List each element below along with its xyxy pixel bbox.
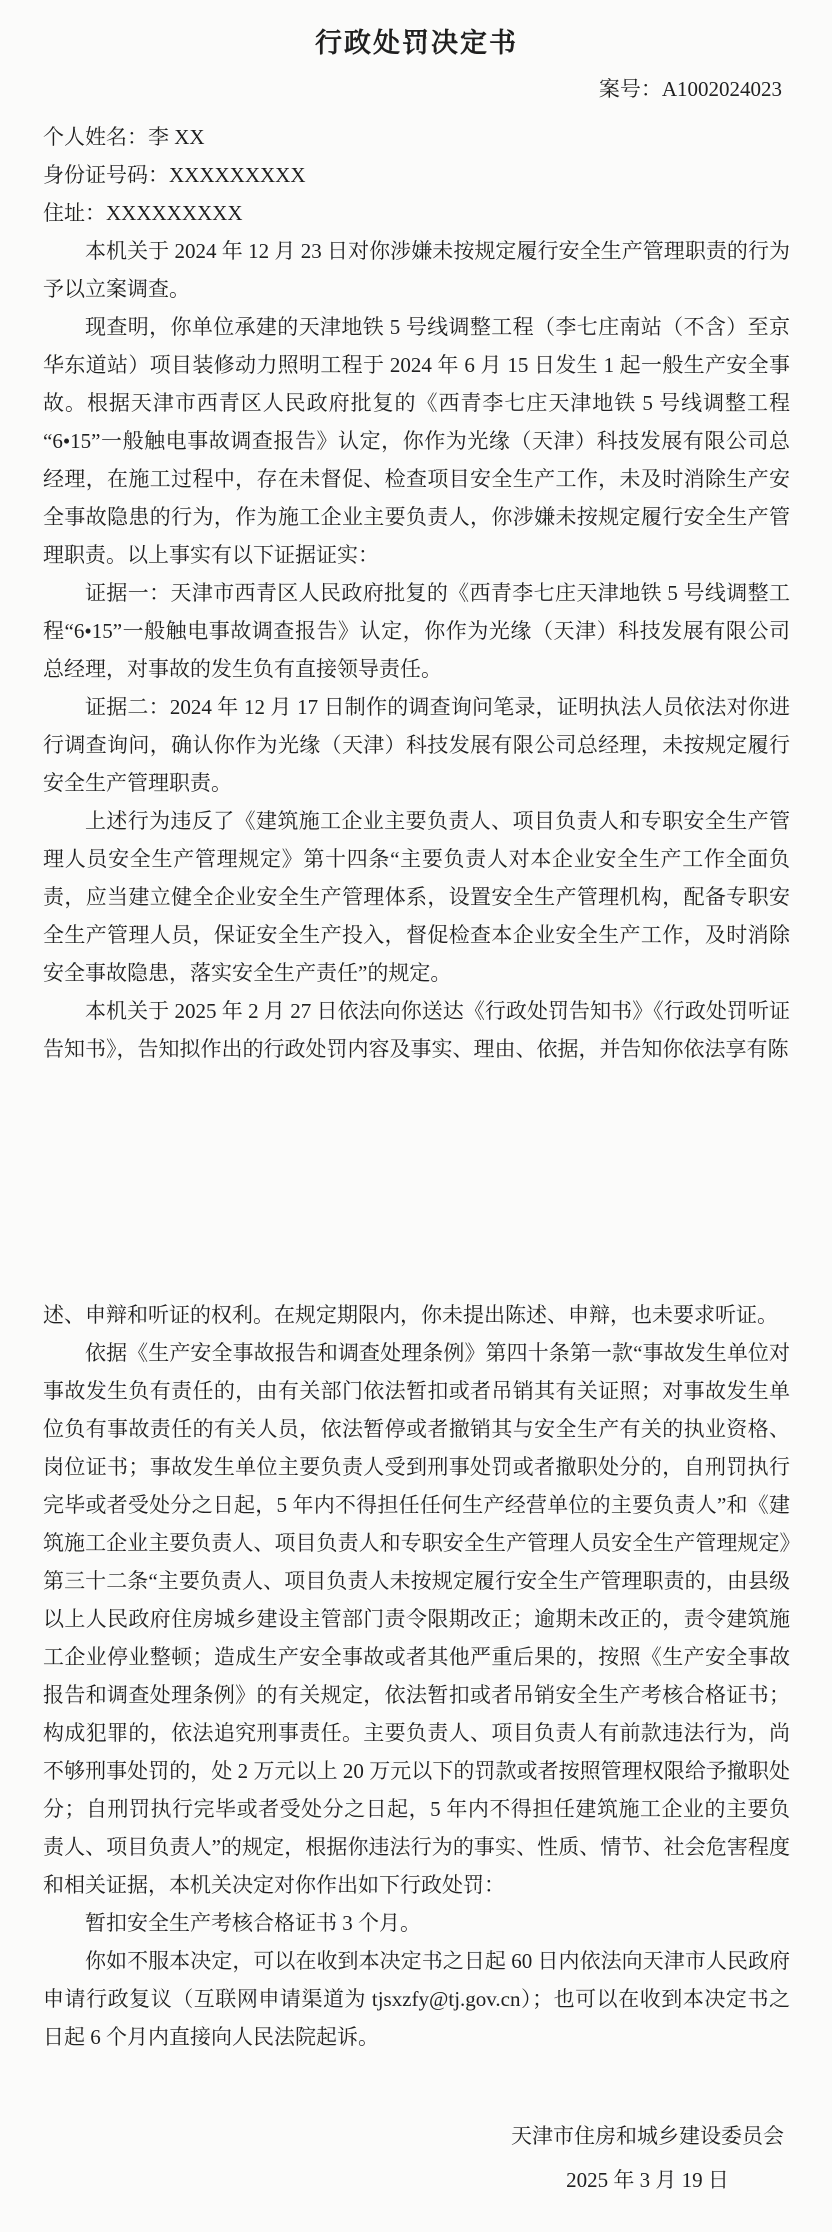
page-break-gap (43, 1068, 790, 1296)
id-number-field: 身份证号码：XXXXXXXXX (43, 163, 306, 187)
paragraph-legal-basis: 依据《生产安全事故报告和调查处理条例》第四十条第一款“事故发生单位对事故发生负有责任的，由有关部门依法暂扣或者吊销其有关证照；对事故发生单位负有事故责任的有关人员，依法暂停或者撤销其与安全生产有关的执业资格、岗位证书；事故发生单位主要负责人受到刑事处罚或者撤职处分的，自刑罚执行完毕或者受处分之日起，5 年内不得担任任何生产经营单位的主要负责人”和《建筑施工企业主要负责人、项目负责人和专职安全生产管理人员安全生产管理规定》第三十二条“主要负责人、项目负责人未按规定履行安全生产管理职责的，由县级以上人民政府住房城乡建设主管部门责令限期改正；逾期未改正的，责令建筑施工企业停业整顿；造成生产安全事故或者其他严重后果的，按照《生产安全事故报告和调查处理条例》的有关规定，依法暂扣或者吊销安全生产考核合格证书；构成犯罪的，依法追究刑事责任。主要负责人、项目负责人有前款违法行为，尚不够刑事处罚的，处 2 万元以上 20 万元以下的罚款或者按照管理权限给予撤职处分；自刑罚执行完毕或者受处分之日起，5 年内不得担任建筑施工企业的主要负责人、项目负责人”的规定，根据你违法行为的事实、性质、情节、社会危害程度和相关证据，本机关决定对你作出如下行政处罚： (43, 1341, 790, 1897)
page-title: 行政处罚决定书 (315, 28, 518, 58)
issue-date: 2025 年 3 月 19 日 (566, 2168, 729, 2192)
paragraph-penalty-decision: 暂扣安全生产考核合格证书 3 个月。 (85, 1911, 421, 1935)
person-name-field: 个人姓名：李 XX (43, 125, 205, 149)
signature-block (43, 2114, 790, 2202)
paragraph-appeal-rights: 你如不服本决定，可以在收到本决定书之日起 60 日内依法向天津市人民政府申请行政复议（互联网申请渠道为 tjsxzfy@tj.gov.cn）；也可以在收到本决定书之日起 6 个月内直接向人民法院起诉。 (43, 1949, 790, 2049)
paragraph-notification-part2: 述、申辩和听证的权利。在规定期限内，你未提出陈述、申辩，也未要求听证。 (43, 1303, 778, 1327)
paragraph-notification-part1: 本机关于 2025 年 2 月 27 日依法向你送达《行政处罚告知书》《行政处罚听证告知书》，告知拟作出的行政处罚内容及事实、理由、依据，并告知你依法享有陈 (43, 999, 790, 1061)
paragraph-evidence-1: 证据一：天津市西青区人民政府批复的《西青李七庄天津地铁 5 号线调整工程“6•15”一般触电事故调查报告》认定，你作为光缘（天津）科技发展有限公司总经理，对事故的发生负有直接领导责任。 (43, 581, 790, 681)
paragraph-violation: 上述行为违反了《建筑施工企业主要负责人、项目负责人和专职安全生产管理人员安全生产管理规定》第十四条“主要负责人对本企业安全生产工作全面负责，应当建立健全企业安全生产管理体系，设置安全生产管理机构，配备专职安全生产管理人员，保证安全生产投入，督促检查本企业安全生产工作，及时消除安全事故隐患，落实安全生产责任”的规定。 (43, 809, 790, 985)
address-field: 住址：XXXXXXXXX (43, 201, 243, 225)
paragraph-case-filing: 本机关于 2024 年 12 月 23 日对你涉嫌未按规定履行安全生产管理职责的行为予以立案调查。 (43, 239, 790, 301)
case-number: 案号：A1002024023 (598, 77, 782, 101)
paragraph-findings: 现查明，你单位承建的天津地铁 5 号线调整工程（李七庄南站（不含）至京华东道站）项目装修动力照明工程于 2024 年 6 月 15 日发生 1 起一般生产安全事故。根据天津市西青区人民政府批复的《西青李七庄天津地铁 5 号线调整工程“6•15”一般触电事故调查报告》认定，你作为光缘（天津）科技发展有限公司总经理，在施工过程中，存在未督促、检查项目安全生产工作，未及时消除生产安全事故隐患的行为，作为施工企业主要负责人，你涉嫌未按规定履行安全生产管理职责。以上事实有以下证据证实： (43, 315, 790, 567)
issuing-authority: 天津市住房和城乡建设委员会 (511, 2124, 784, 2148)
paragraph-evidence-2: 证据二：2024 年 12 月 17 日制作的调查询问笔录，证明执法人员依法对你进行调查询问，确认你作为光缘（天津）科技发展有限公司总经理，未按规定履行安全生产管理职责。 (43, 695, 790, 795)
